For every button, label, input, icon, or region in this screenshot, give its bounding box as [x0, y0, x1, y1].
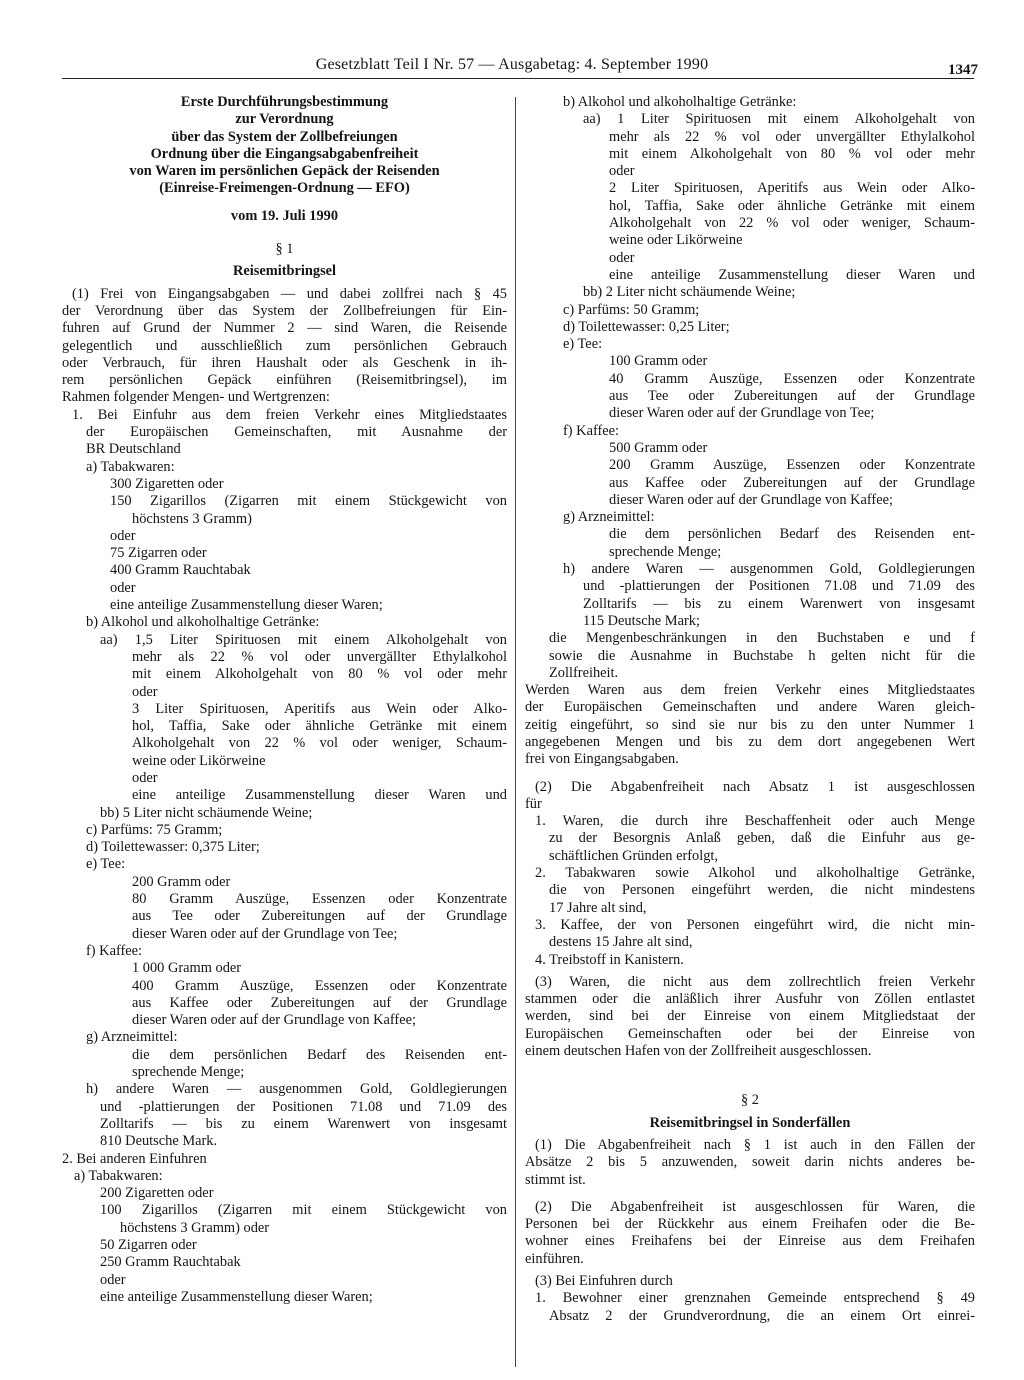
left-text-line: eine anteilige Zusammenstellung dieser Waren; — [100, 1288, 373, 1305]
left-text-line: eine anteilige Zusammenstellung dieser Waren; — [110, 597, 383, 614]
left-text-line: fuhren auf Grund der Nummer 2 — sind Waren, die Reisende — [62, 320, 507, 337]
right-text-line: 2 Liter Spirituosen, Aperitifs aus Wein oder Alko- — [609, 180, 975, 197]
right-text-line: 2. Tabakwaren sowie Alkohol und alkoholhaltige Getränke, — [535, 865, 975, 882]
left-text-line: 100 Zigarillos (Zigarren mit einem Stückgewicht von — [100, 1202, 507, 1219]
spacer — [62, 198, 507, 208]
left-text-line: 80 Gramm Auszüge, Essenzen oder Konzentrate — [132, 891, 507, 908]
left-text-line: 2. Bei anderen Einfuhren — [62, 1150, 207, 1167]
left-text-line: weine oder Likörweine — [132, 752, 266, 769]
right-text-line: destens 15 Jahre alt sind, — [549, 934, 693, 951]
page-number: 1347 — [948, 62, 978, 78]
right-text-line: dieser Waren oder auf der Grundlage von Kaffee; — [609, 491, 893, 508]
left-text-line: 250 Gramm Rauchtabak — [100, 1254, 241, 1271]
right-text-line: schäftlichen Gründen erfolgt, — [549, 847, 719, 864]
left-text-line: 200 Gramm oder — [132, 873, 231, 890]
left-text-line: h) andere Waren — ausgenommen Gold, Goldlegierungen — [86, 1081, 507, 1098]
right-text-line: mehr als 22 % vol oder unvergällter Ethylalkohol — [609, 128, 975, 145]
left-column — [62, 94, 507, 1306]
left-text-line: 400 Gramm Rauchtabak — [110, 562, 251, 579]
right-text-line: frei von Eingangsabgaben. — [525, 751, 679, 768]
right-text-line: die Mengenbeschränkungen in den Buchstaben e und f — [549, 630, 975, 647]
right-text-line: angegebenen Mengen und bis zu dem dort angegebenen Wert — [525, 733, 975, 750]
right-text-line: Alkoholgehalt von 22 % vol oder weniger, Schaum- — [609, 215, 975, 232]
left-text-line: der Europäischen Gemeinschaften, mit Ausnahme der — [86, 424, 507, 441]
left-text-line: zur Verordnung — [235, 111, 334, 128]
left-text-line: 3 Liter Spirituosen, Aperitifs aus Wein oder Alko- — [132, 700, 507, 717]
left-text-line: oder Verbrauch, für ihren Haushalt oder als Geschenk in ih- — [62, 354, 507, 371]
left-text-line: d) Toilettewasser: 0,375 Liter; — [86, 839, 260, 856]
left-text-line: oder — [110, 579, 136, 596]
left-text-line: a) Tabakwaren: — [86, 458, 175, 475]
left-text-line: Zolltarifs — bis zu einem Warenwert von insgesamt — [100, 1115, 507, 1132]
right-text-line: 1. Waren, die durch ihre Beschaffenheit oder auch Menge — [535, 813, 975, 830]
right-text-line: weine oder Likörweine — [609, 232, 743, 249]
right-text-line: g) Arzneimittel: — [563, 509, 655, 526]
right-text-line: einführen. — [525, 1250, 584, 1267]
right-text-line: oder — [609, 249, 635, 266]
left-text-line: oder — [110, 527, 136, 544]
spacer — [525, 769, 975, 779]
right-text-line: aa) 1 Liter Spirituosen mit einem Alkoholgehalt von — [583, 111, 975, 128]
right-text-line: und -plattierungen der Positionen 71.08 und 71.09 des — [583, 578, 975, 595]
left-text-line: gelegentlich und ausschließlich zum persönlichen Gebrauch — [62, 337, 507, 354]
right-text-line: dieser Waren oder auf der Grundlage von Tee; — [609, 405, 875, 422]
left-text-line: hol, Taffia, Sake oder ähnliche Getränke mit einem — [132, 718, 507, 735]
right-text-line: für — [525, 795, 542, 812]
right-text-line: Zollfreiheit. — [549, 664, 619, 681]
left-text-line: dieser Waren oder auf der Grundlage von Tee; — [132, 925, 398, 942]
right-text-line: (3) Bei Einfuhren durch — [535, 1273, 673, 1289]
header-title: Gesetzblatt Teil I Nr. 57 — Ausgabetag: 4. September 1990 — [315, 56, 709, 73]
right-text-line: c) Parfüms: 50 Gramm; — [563, 301, 700, 318]
left-text-line: Ordnung über die Eingangsabgabenfreiheit — [150, 145, 419, 162]
right-text-line: 115 Deutsche Mark; — [583, 612, 700, 629]
page-header — [62, 56, 978, 79]
left-text-line: vom 19. Juli 1990 — [230, 207, 339, 224]
left-text-line: der Verordnung über das System der Zollbefreiungen für Ein- — [62, 302, 507, 319]
right-text-line: werden, sind bei der Einreise von einem Mitgliedstaat der — [525, 1008, 975, 1025]
right-text-line: Personen bei der Rückkehr aus einem Freihafen oder die Be- — [525, 1216, 975, 1233]
left-text-line: die dem persönlichen Bedarf des Reisenden ent- — [132, 1046, 507, 1063]
right-text-line: sprechende Menge; — [609, 543, 722, 560]
left-text-line: Reisemitbringsel — [232, 263, 337, 280]
left-text-line: über das System der Zollbefreiungen — [171, 128, 398, 145]
right-text-line: 1. Bewohner einer grenznahen Gemeinde entsprechend § 49 — [535, 1290, 975, 1307]
left-text-line: oder — [100, 1271, 126, 1288]
left-text-line: rem persönlichen Gepäck einführen (Reisemitbringsel), im — [62, 372, 507, 389]
right-text-line: eine anteilige Zusammenstellung dieser Waren und — [609, 266, 975, 283]
right-text-line: Werden Waren aus dem freien Verkehr eines Mitgliedstaates — [525, 682, 975, 699]
right-text-line: stammen oder die anläßlich ihrer Ausfuhr von Zöllen entlastet — [525, 991, 975, 1008]
left-text-line: g) Arzneimittel: — [86, 1029, 178, 1046]
left-text-line: mehr als 22 % vol oder unvergällter Ethylalkohol — [132, 648, 507, 665]
right-text-line: 500 Gramm oder — [609, 439, 708, 456]
right-text-line: 3. Kaffee, der von Personen eingeführt wird, die nicht min- — [535, 916, 975, 933]
right-text-line: (1) Die Abgabenfreiheit nach § 1 ist auch in den Fällen der — [535, 1136, 975, 1153]
left-text-line: oder — [132, 769, 158, 786]
right-text-line: stimmt ist. — [525, 1171, 586, 1188]
right-text-line: zu der Besorgnis Anlaß geben, daß die Einfuhr aus ge- — [549, 830, 975, 847]
right-text-line: Reisemitbringsel in Sonderfällen — [649, 1114, 851, 1131]
left-text-line: 300 Zigaretten oder — [110, 475, 224, 492]
spacer — [525, 1076, 975, 1092]
right-column — [525, 94, 975, 1325]
left-text-line: a) Tabakwaren: — [74, 1167, 163, 1184]
left-text-line: oder — [132, 683, 158, 700]
right-text-line: (2) Die Abgabenfreiheit ist ausgeschlossen für Waren, die — [535, 1198, 975, 1215]
left-text-line: eine anteilige Zusammenstellung dieser Waren und — [132, 787, 507, 804]
left-text-line: Erste Durchführungsbestimmung — [180, 94, 389, 110]
right-text-line: oder — [609, 163, 635, 180]
right-text-line: (3) Waren, die nicht aus dem zollrechtlich freien Verkehr — [535, 973, 975, 990]
right-text-line: Zolltarifs — bis zu einem Warenwert von insgesamt — [583, 595, 975, 612]
right-text-line: 200 Gramm Auszüge, Essenzen oder Konzentrate — [609, 457, 975, 474]
right-text-line: Europäischen Gemeinschaften oder bei der Einreise von — [525, 1025, 975, 1042]
left-text-line: 75 Zigarren oder — [110, 545, 207, 562]
right-text-line: aus Tee oder Zubereitungen auf der Grundlage — [609, 388, 975, 405]
right-text-line: Absatz 2 der Grundverordnung, die an einem Ort einrei- — [549, 1307, 975, 1324]
left-text-line: BR Deutschland — [86, 441, 181, 458]
spacer — [525, 1060, 975, 1076]
left-text-line: 1. Bei Einfuhr aus dem freien Verkehr eines Mitgliedstaates — [72, 406, 507, 423]
left-text-line: Alkoholgehalt von 22 % vol oder weniger, Schaum- — [132, 735, 507, 752]
right-text-line: e) Tee: — [563, 336, 603, 353]
left-text-line: dieser Waren oder auf der Grundlage von Kaffee; — [132, 1012, 416, 1029]
spacer — [62, 225, 507, 241]
left-text-line: von Waren im persönlichen Gepäck der Reisenden — [129, 163, 440, 180]
left-text-line: (Einreise-Freimengen-Ordnung — EFO) — [159, 180, 410, 197]
right-text-line: hol, Taffia, Sake oder ähnliche Getränke mit einem — [609, 197, 975, 214]
spacer — [525, 1189, 975, 1199]
right-text-line: 40 Gramm Auszüge, Essenzen oder Konzentrate — [609, 370, 975, 387]
left-text-line: f) Kaffee: — [86, 942, 143, 959]
left-text-line: 200 Zigaretten oder — [100, 1185, 214, 1202]
left-text-line: c) Parfüms: 75 Gramm; — [86, 821, 223, 838]
right-text-line: einem deutschen Hafen von der Zollfreiheit ausgeschlossen. — [525, 1043, 872, 1060]
right-text-line: sowie die Ausnahme in Buchstabe h gelten nicht für die — [549, 647, 975, 664]
left-text-line: 400 Gramm Auszüge, Essenzen oder Konzentrate — [132, 977, 507, 994]
right-text-line: 17 Jahre alt sind, — [549, 899, 647, 916]
right-text-line: Absätze 2 bis 5 anzuwenden, soweit darin nichts anderes be- — [525, 1154, 975, 1171]
left-text-line: b) Alkohol und alkoholhaltige Getränke: — [86, 614, 320, 631]
left-text-line: (1) Frei von Eingangsabgaben — und dabei zollfrei nach § 45 — [72, 285, 507, 302]
left-text-line: sprechende Menge; — [132, 1064, 245, 1081]
right-text-line: aus Kaffee oder Zubereitungen auf der Grundlage — [609, 474, 975, 491]
left-text-line: 810 Deutsche Mark. — [100, 1133, 218, 1150]
right-text-line: 100 Gramm oder — [609, 353, 708, 370]
right-text-line: wohner eines Freihafens bei der Einreise aus dem Freihafen — [525, 1233, 975, 1250]
right-text-line: b) Alkohol und alkoholhaltige Getränke: — [563, 94, 797, 110]
left-text-line: Rahmen folgender Mengen- und Wertgrenzen: — [62, 389, 330, 406]
right-text-line: bb) 2 Liter nicht schäumende Weine; — [583, 284, 796, 301]
left-text-line: aus Tee oder Zubereitungen auf der Grundlage — [132, 908, 507, 925]
left-text-line: aus Kaffee oder Zubereitungen auf der Grundlage — [132, 994, 507, 1011]
left-text-line: bb) 5 Liter nicht schäumende Weine; — [100, 804, 313, 821]
left-text-line: § 1 — [275, 241, 294, 258]
left-text-line: 50 Zigarren oder — [100, 1237, 197, 1253]
left-text-line: 150 Zigarillos (Zigarren mit einem Stückgewicht von — [110, 493, 507, 510]
left-text-line: mit einem Alkoholgehalt von 80 % vol oder mehr — [132, 666, 507, 683]
right-text-line: mit einem Alkoholgehalt von 80 % vol oder mehr — [609, 145, 975, 162]
right-text-line: der Europäischen Gemeinschaften und andere Waren gleich- — [525, 699, 975, 716]
column-divider — [515, 97, 516, 1367]
right-text-line: (2) Die Abgabenfreiheit nach Absatz 1 ist ausgeschlossen — [535, 778, 975, 795]
right-text-line: d) Toilettewasser: 0,25 Liter; — [563, 318, 730, 335]
left-text-line: aa) 1,5 Liter Spirituosen mit einem Alkoholgehalt von — [100, 631, 507, 648]
right-text-line: die dem persönlichen Bedarf des Reisenden ent- — [609, 526, 975, 543]
right-text-line: § 2 — [741, 1092, 759, 1109]
right-text-line: zeitig eingeführt, so sind sie nur bis zu den unter Nummer 1 — [525, 716, 975, 733]
left-text-line: höchstens 3 Gramm) — [132, 510, 252, 527]
left-text-line: 1 000 Gramm oder — [132, 960, 242, 977]
left-text-line: höchstens 3 Gramm) oder — [120, 1219, 270, 1236]
right-text-line: die von Personen eingeführt werden, die nicht mindestens — [549, 882, 975, 899]
left-text-line: und -plattierungen der Positionen 71.08 und 71.09 des — [100, 1098, 507, 1115]
right-text-line: f) Kaffee: — [563, 422, 620, 439]
right-text-line: h) andere Waren — ausgenommen Gold, Goldlegierungen — [563, 561, 975, 578]
left-text-line: e) Tee: — [86, 856, 126, 873]
right-text-line: 4. Treibstoff in Kanistern. — [535, 951, 684, 968]
